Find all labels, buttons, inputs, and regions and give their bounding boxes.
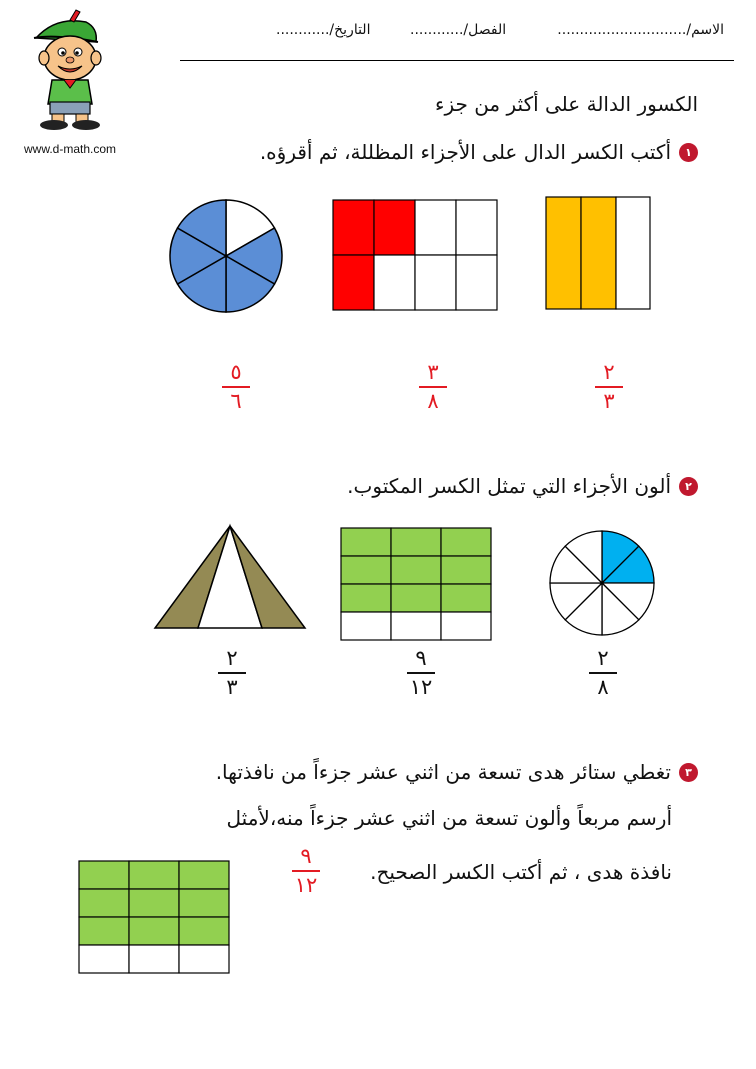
mascot-logo (26, 8, 116, 134)
section3-line1: تغطي ستائر هدى تسعة من اثني عشر جزءاً من نافذتها. (215, 760, 671, 784)
class-field-label: الفصل/............ (410, 22, 507, 38)
section2-number-badge: ٢ (679, 477, 698, 496)
circle-five-sixths-shaded (165, 196, 289, 316)
section2-text: ألون الأجزاء التي تمثل الكسر المكتوب. (347, 474, 671, 498)
section3-line3: نافذة هدى ، ثم أكتب الكسر الصحيح. (370, 860, 672, 884)
answer-fraction-red-rectangle: ٣ ٨ (413, 362, 453, 412)
section1-text: أكتب الكسر الدال على الأجزاء المظللة، ثم أقرؤه. (259, 140, 671, 164)
rectangle-three-eighths-shaded (330, 197, 500, 313)
header-rule (180, 60, 734, 61)
circle-two-eighths-shaded (545, 528, 659, 638)
fraction-circle: ٢ ٨ (583, 648, 623, 698)
window-grid-nine-twelfths (77, 859, 231, 977)
answer-fraction-circle: ٥ ٦ (216, 362, 256, 412)
answer-fraction-yellow-rectangle: ٢ ٣ (589, 362, 629, 412)
name-field-label: الاسم/............................. (557, 22, 724, 38)
fraction-grid: ٩ ١٢ (401, 648, 441, 698)
section3-line2: أرسم مربعاً وألون تسعة من اثني عشر جزءاً منه،لأمثل (226, 806, 672, 830)
fraction-triangle: ٢ ٣ (212, 648, 252, 698)
section1-instruction (260, 140, 698, 164)
rectangle-two-thirds-shaded (543, 194, 653, 312)
section3-instruction (216, 760, 698, 784)
section3-answer-fraction: ٩ ١٢ (286, 846, 326, 896)
grid-nine-twelfths-shaded (339, 526, 493, 644)
triangle-two-thirds-shaded (150, 522, 310, 634)
page-title: الكسور الدالة على أكثر من جزء (435, 92, 698, 116)
section2-instruction (347, 474, 698, 498)
site-url: www.d-math.com (24, 142, 117, 156)
date-field-label: التاريخ/............ (276, 22, 371, 38)
section3-number-badge: ٣ (679, 763, 698, 782)
section1-number-badge: ١ (679, 143, 698, 162)
